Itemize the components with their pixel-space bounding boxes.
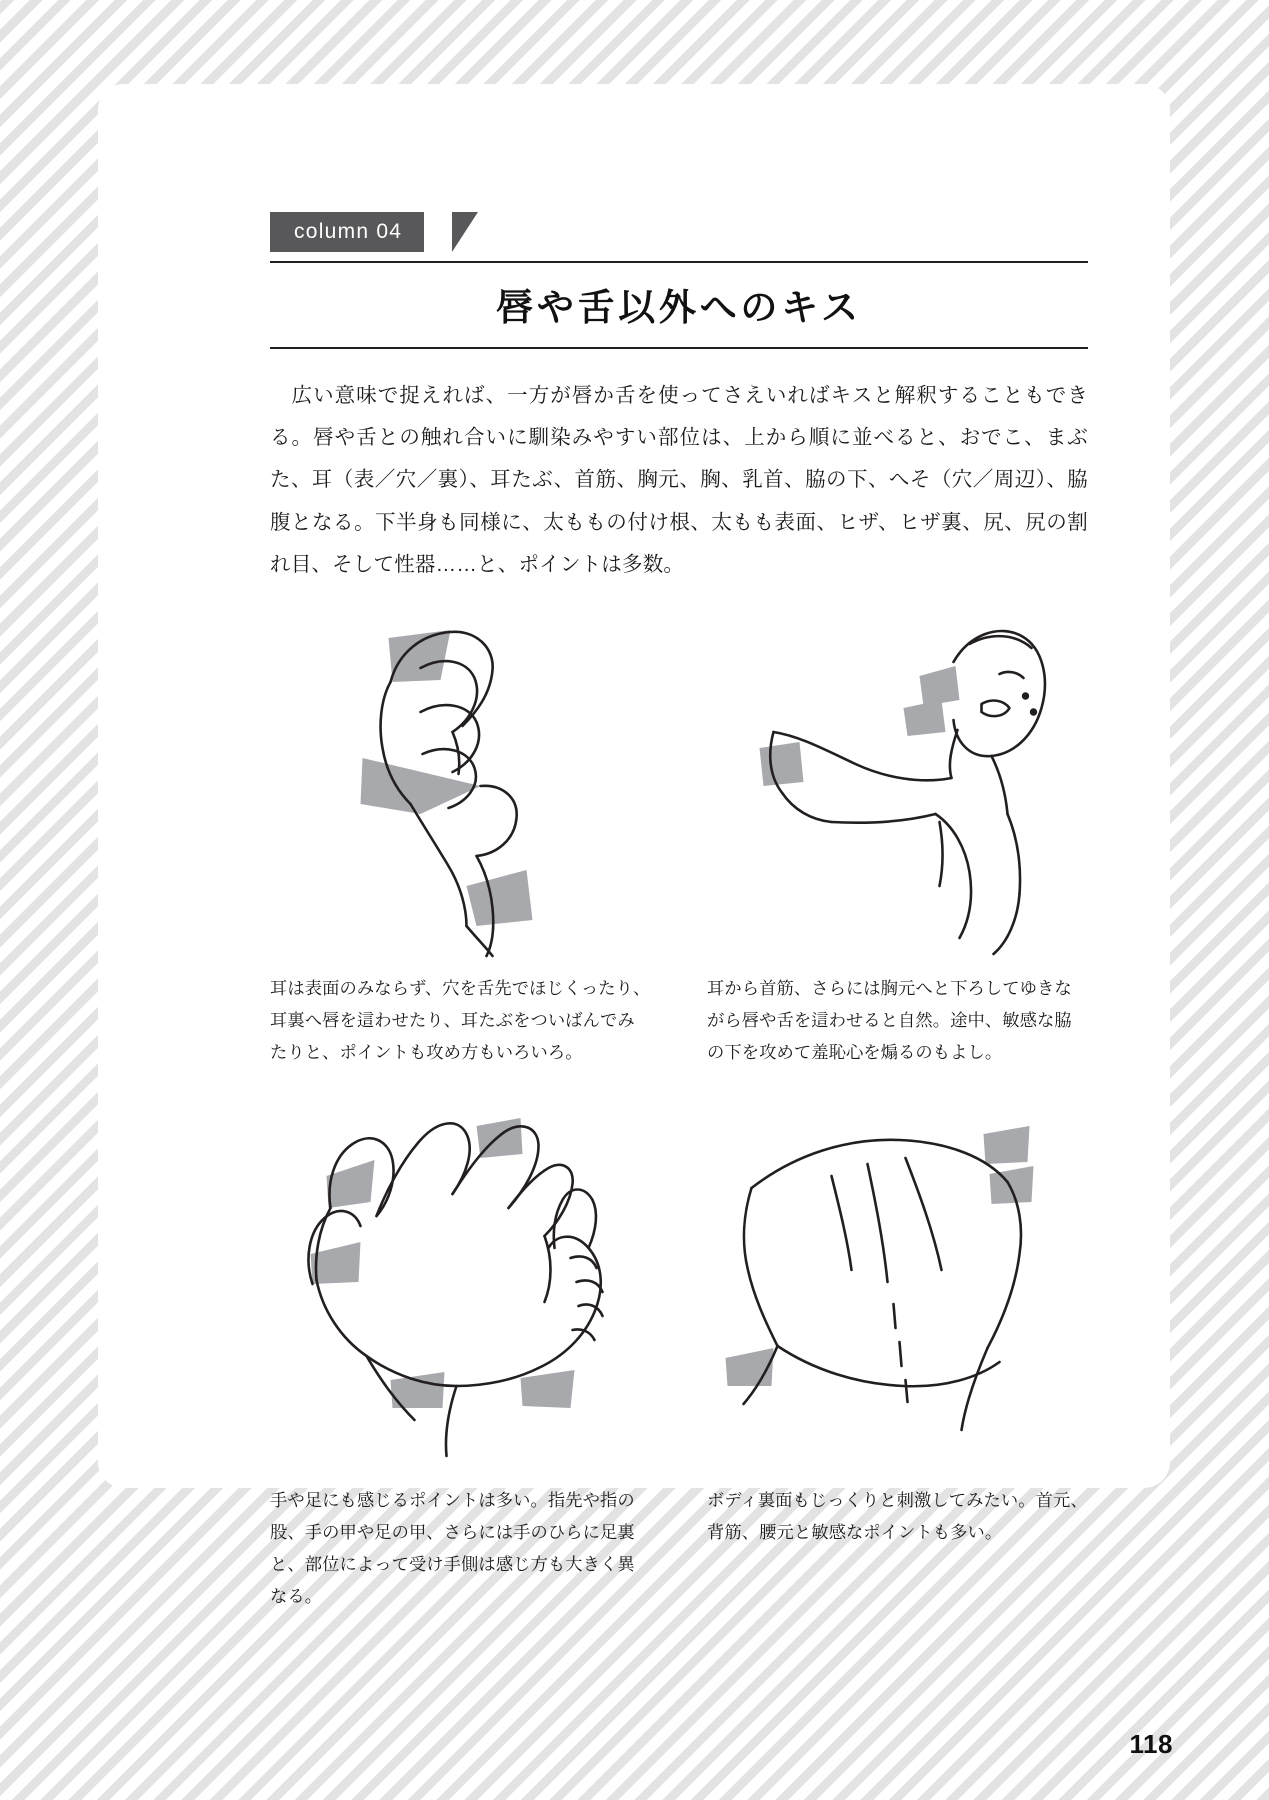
figure-caption: ボディ裏面もじっくりと刺激してみたい。首元、背筋、腰元と敏感なポイントも多い。 [707,1489,1088,1543]
figure-back-body [707,1090,1088,1630]
body-paragraph: 広い意味で捉えれば、一方が唇か舌を使ってさえいればキスと解釈することもできる。唇や舌との触れ合いに馴染みやすい部位は、上から順に並べると、おでこ、まぶた、耳（表／穴／裏）、耳たぶ、首筋、胸元、胸、乳首、脇の下、へそ（穴／周辺）、脇腹となる。下半身も同様に、太ももの付け根、太もも表面、ヒザ、ヒザ裏、尻、尻の割れ目、そして性器……と、ポイントは多数。 [270,384,1088,576]
column-tag-label: column 04 [270,212,424,252]
title-block [270,261,1088,349]
neck-kiss-illustration [707,608,1088,968]
figure-grid [270,608,1088,1630]
page-sheet [98,84,1170,1607]
page-content [270,212,1088,1630]
back-body-illustration [707,1090,1088,1480]
column-tag-arrow [452,212,478,252]
figure-caption: 耳から首筋、さらには胸元へと下ろしてゆきながら唇や舌を這わせると自然。途中、敏感な脇の下を攻めて羞恥心を煽るのもよし。 [707,978,1072,1063]
figure-caption: 耳は表面のみならず、穴を舌先でほじくったり、耳裏へ唇を這わせたり、耳たぶをついばんでみたりと、ポイントも攻め方もいろいろ。 [270,978,651,1063]
page-title: 唇や舌以外へのキス [496,286,862,329]
figure-neck-kiss [707,608,1088,1086]
page-number: 118 [1129,1729,1173,1759]
figure-caption: 手や足にも感じるポイントは多い。指先や指の股、手の甲や足の甲、さらには手のひらに足裏と、部位によって受け手側は感じ方も大きく異なる。 [270,1489,635,1607]
figure-hand-foot [270,1090,651,1630]
ear-kiss-illustration [270,608,651,968]
figure-ear-kiss [270,608,651,1086]
hand-foot-illustration [270,1090,651,1480]
column-tag-area [270,212,1088,252]
